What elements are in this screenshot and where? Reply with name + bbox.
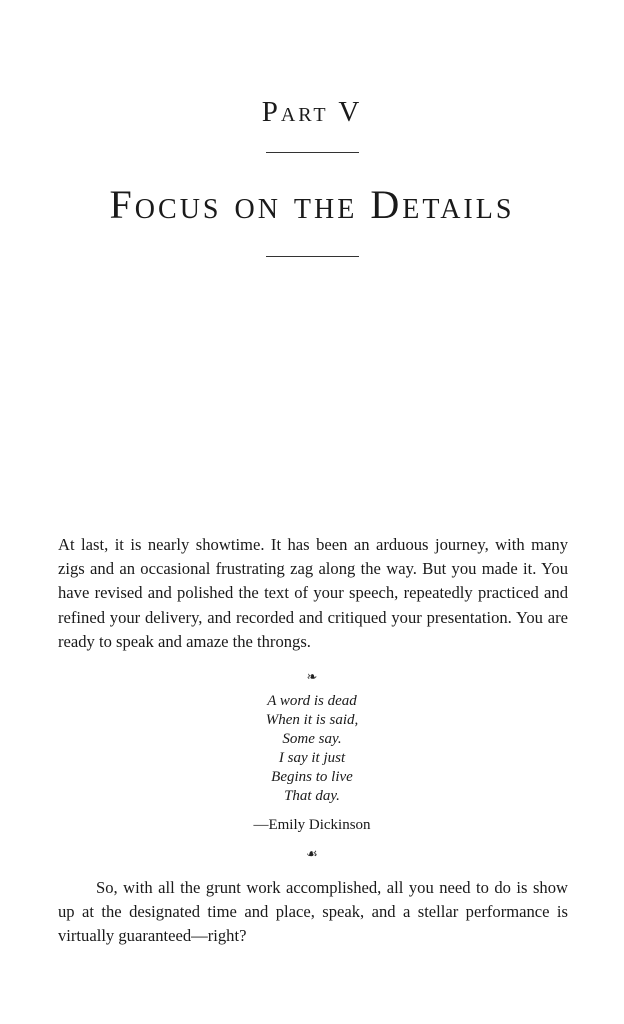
fleuron-ornament-top: ❧ <box>306 669 318 684</box>
epigraph-attribution: —Emily Dickinson <box>253 817 371 833</box>
poem-line: A word is dead <box>267 693 357 709</box>
poem-line: When it is said, <box>265 712 359 728</box>
top-divider <box>266 152 359 153</box>
epigraph-poem <box>0 692 624 806</box>
bottom-divider <box>266 256 359 257</box>
body-paragraph: So, with all the grunt work accomplished, all you need to do is show up at the designated time and place, speak, and a stellar performance is virtually guaranteed—right? <box>58 878 568 946</box>
poem-line: That day. <box>284 788 340 804</box>
intro-paragraph: At last, it is nearly showtime. It has been an arduous journey, with many zigs and an occasional frustrating zag along the way. But you made it. You have revised and polished the text of your speech, repeatedly practiced and refined your delivery, and recorded and critiqued your presentation. You are ready to speak and amaze the throngs. <box>58 535 568 651</box>
fleuron-ornament-bottom: ☙ <box>306 846 318 861</box>
poem-line: Some say. <box>282 731 342 747</box>
part-label: Part V <box>261 96 363 128</box>
poem-line: I say it just <box>278 750 346 766</box>
part-title: Focus on the Details <box>109 182 515 227</box>
poem-line: Begins to live <box>271 769 353 785</box>
